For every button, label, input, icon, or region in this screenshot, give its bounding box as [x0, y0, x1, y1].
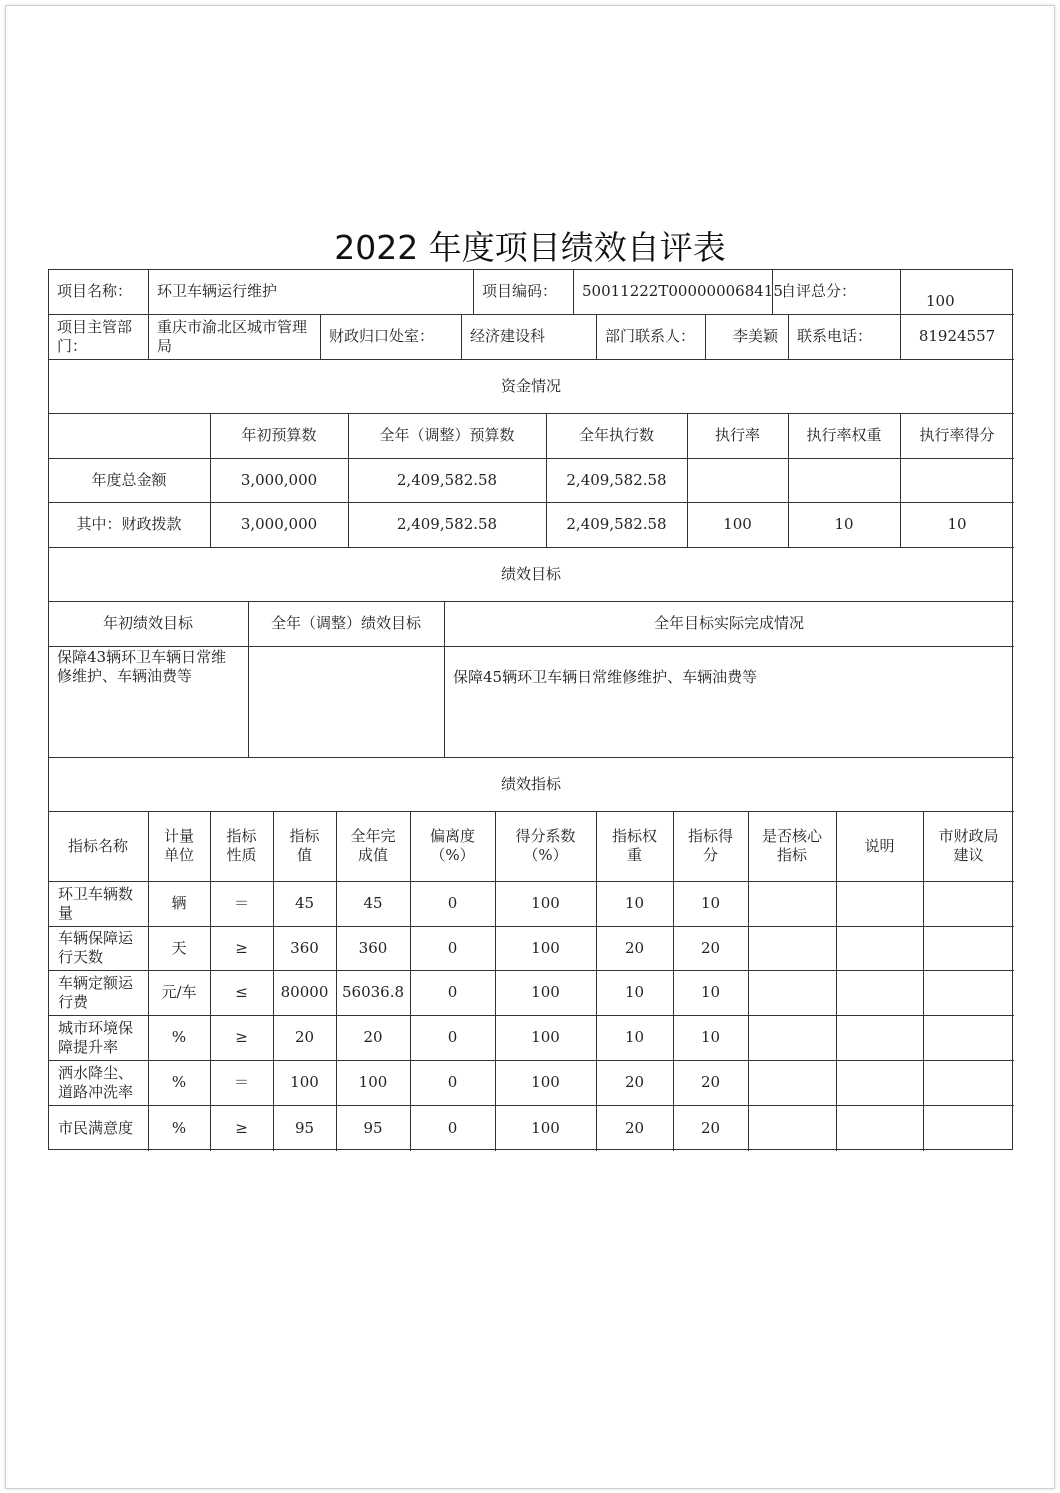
funds-header: 执行率权重 [788, 413, 901, 459]
indicator-cell: 10 [673, 970, 749, 1016]
funds-cell: 2,409,582.58 [546, 458, 688, 503]
indicator-cell: 0 [410, 881, 496, 927]
indicator-cell: 100 [495, 881, 597, 927]
phone-value: 81924557 [900, 314, 1014, 360]
indicator-cell: 20 [673, 926, 749, 971]
section-funds: 资金情况 [48, 359, 1014, 414]
indicator-cell: ≥ [210, 1105, 274, 1151]
indicator-cell [836, 881, 924, 927]
indicator-header: 指标性质 [210, 811, 274, 882]
indicator-name: 环卫车辆数量 [48, 881, 149, 927]
indicator-header: 说明 [836, 811, 924, 882]
indicator-cell: 80000 [273, 970, 337, 1016]
funds-header: 年初预算数 [210, 413, 349, 459]
goals-header: 全年（调整）绩效目标 [248, 601, 445, 647]
contact-label: 部门联系人： [596, 314, 706, 360]
funds-row-label: 其中：财政拨款 [48, 502, 211, 548]
indicator-cell: 100 [495, 1015, 597, 1061]
goal-initial: 保障43辆环卫车辆日常维修维护、车辆油费等 [48, 646, 249, 758]
funds-header: 全年执行数 [546, 413, 688, 459]
indicator-cell: 95 [336, 1105, 411, 1151]
project-code-value: 50011222T000000068415 [573, 269, 773, 315]
indicator-cell [836, 970, 924, 1016]
funds-cell: 3,000,000 [210, 458, 349, 503]
indicator-cell [748, 881, 837, 927]
indicator-cell: 辆 [148, 881, 211, 927]
contact-value: 李美颖 [705, 314, 789, 360]
indicator-cell [748, 970, 837, 1016]
goal-actual: 保障45辆环卫车辆日常维修维护、车辆油费等 [444, 646, 1014, 758]
indicator-header: 得分系数（%） [495, 811, 597, 882]
indicator-cell [748, 1015, 837, 1061]
indicator-cell [923, 926, 1014, 971]
indicator-cell: 元/车 [148, 970, 211, 1016]
funds-cell: 2,409,582.58 [348, 502, 547, 548]
indicator-cell: 天 [148, 926, 211, 971]
funds-header [48, 413, 211, 459]
indicator-cell [923, 1060, 1014, 1106]
indicator-cell [836, 1015, 924, 1061]
indicator-name: 洒水降尘、道路冲洗率 [48, 1060, 149, 1106]
page-title: 2022 年度项目绩效自评表 [334, 228, 726, 267]
indicator-name: 车辆定额运行费 [48, 970, 149, 1016]
funds-cell: 2,409,582.58 [546, 502, 688, 548]
indicator-cell: 10 [596, 1015, 674, 1061]
indicator-cell: 10 [596, 970, 674, 1016]
self-score-value: 100 [900, 269, 1014, 315]
dept-label: 项目主管部门： [48, 314, 149, 360]
indicator-cell: 0 [410, 1060, 496, 1106]
indicator-cell: 20 [273, 1015, 337, 1061]
funds-header: 全年（调整）预算数 [348, 413, 547, 459]
funds-cell [788, 458, 901, 503]
indicator-header: 指标得分 [673, 811, 749, 882]
indicator-cell: 20 [673, 1105, 749, 1151]
indicator-cell: 20 [596, 1105, 674, 1151]
evaluation-table [48, 269, 1013, 1150]
indicator-cell [748, 1105, 837, 1151]
funds-cell [900, 458, 1014, 503]
indicator-cell [923, 970, 1014, 1016]
indicator-cell: 0 [410, 926, 496, 971]
indicator-cell: 360 [273, 926, 337, 971]
funds-cell [687, 458, 789, 503]
indicator-cell: 0 [410, 1105, 496, 1151]
funds-cell: 2,409,582.58 [348, 458, 547, 503]
indicator-cell: 100 [495, 1060, 597, 1106]
indicator-cell: 20 [596, 926, 674, 971]
indicator-cell [836, 926, 924, 971]
indicator-cell: % [148, 1060, 211, 1106]
section-indicators: 绩效指标 [48, 757, 1014, 812]
indicator-cell: ≤ [210, 970, 274, 1016]
finance-office-value: 经济建设科 [461, 314, 597, 360]
project-code-label: 项目编码： [473, 269, 574, 315]
indicator-cell: 100 [495, 970, 597, 1016]
indicator-cell: 360 [336, 926, 411, 971]
indicator-cell: 45 [336, 881, 411, 927]
indicator-cell: 10 [673, 881, 749, 927]
indicator-cell: 20 [336, 1015, 411, 1061]
indicator-header: 指标值 [273, 811, 337, 882]
funds-cell: 10 [788, 502, 901, 548]
goals-header: 年初绩效目标 [48, 601, 249, 647]
indicator-cell: ＝ [210, 1060, 274, 1106]
indicator-cell: ＝ [210, 881, 274, 927]
indicator-cell: 10 [596, 881, 674, 927]
indicator-cell: 56036.8 [336, 970, 411, 1016]
funds-cell: 10 [900, 502, 1014, 548]
indicator-name: 市民满意度 [48, 1105, 149, 1151]
funds-header: 执行率 [687, 413, 789, 459]
indicator-cell: ≥ [210, 1015, 274, 1061]
dept-value: 重庆市渝北区城市管理局 [148, 314, 321, 360]
indicator-cell [923, 1105, 1014, 1151]
goals-header: 全年目标实际完成情况 [444, 601, 1014, 647]
indicator-cell: 100 [495, 926, 597, 971]
indicator-cell: 0 [410, 970, 496, 1016]
funds-cell: 3,000,000 [210, 502, 349, 548]
finance-office-label: 财政归口处室： [320, 314, 462, 360]
project-name-value: 环卫车辆运行维护 [148, 269, 474, 315]
indicator-header: 计量单位 [148, 811, 211, 882]
indicator-cell: 0 [410, 1015, 496, 1061]
indicator-header: 指标权重 [596, 811, 674, 882]
indicator-cell [836, 1105, 924, 1151]
project-name-label: 项目名称： [48, 269, 149, 315]
indicator-cell: % [148, 1105, 211, 1151]
indicator-cell [923, 1015, 1014, 1061]
indicator-header: 全年完成值 [336, 811, 411, 882]
phone-label: 联系电话： [788, 314, 901, 360]
indicator-cell: 95 [273, 1105, 337, 1151]
indicator-cell: 20 [673, 1060, 749, 1106]
section-goals: 绩效目标 [48, 547, 1014, 602]
indicator-cell: 100 [336, 1060, 411, 1106]
indicator-cell: 20 [596, 1060, 674, 1106]
indicator-cell: 100 [495, 1105, 597, 1151]
indicator-name: 车辆保障运行天数 [48, 926, 149, 971]
indicator-cell [748, 1060, 837, 1106]
indicator-header: 指标名称 [48, 811, 149, 882]
indicator-cell: 45 [273, 881, 337, 927]
funds-header: 执行率得分 [900, 413, 1014, 459]
indicator-cell: 100 [273, 1060, 337, 1106]
indicator-cell [923, 881, 1014, 927]
indicator-header: 是否核心指标 [748, 811, 837, 882]
self-score-label: 自评总分： [772, 269, 901, 315]
indicator-header: 市财政局建议 [923, 811, 1014, 882]
indicator-header: 偏离度（%） [410, 811, 496, 882]
indicator-name: 城市环境保障提升率 [48, 1015, 149, 1061]
funds-cell: 100 [687, 502, 789, 548]
indicator-cell [836, 1060, 924, 1106]
indicator-cell [748, 926, 837, 971]
indicator-cell: % [148, 1015, 211, 1061]
indicator-cell: 10 [673, 1015, 749, 1061]
indicator-cell: ≥ [210, 926, 274, 971]
funds-row-label: 年度总金额 [48, 458, 211, 503]
goal-adjusted [248, 646, 445, 758]
